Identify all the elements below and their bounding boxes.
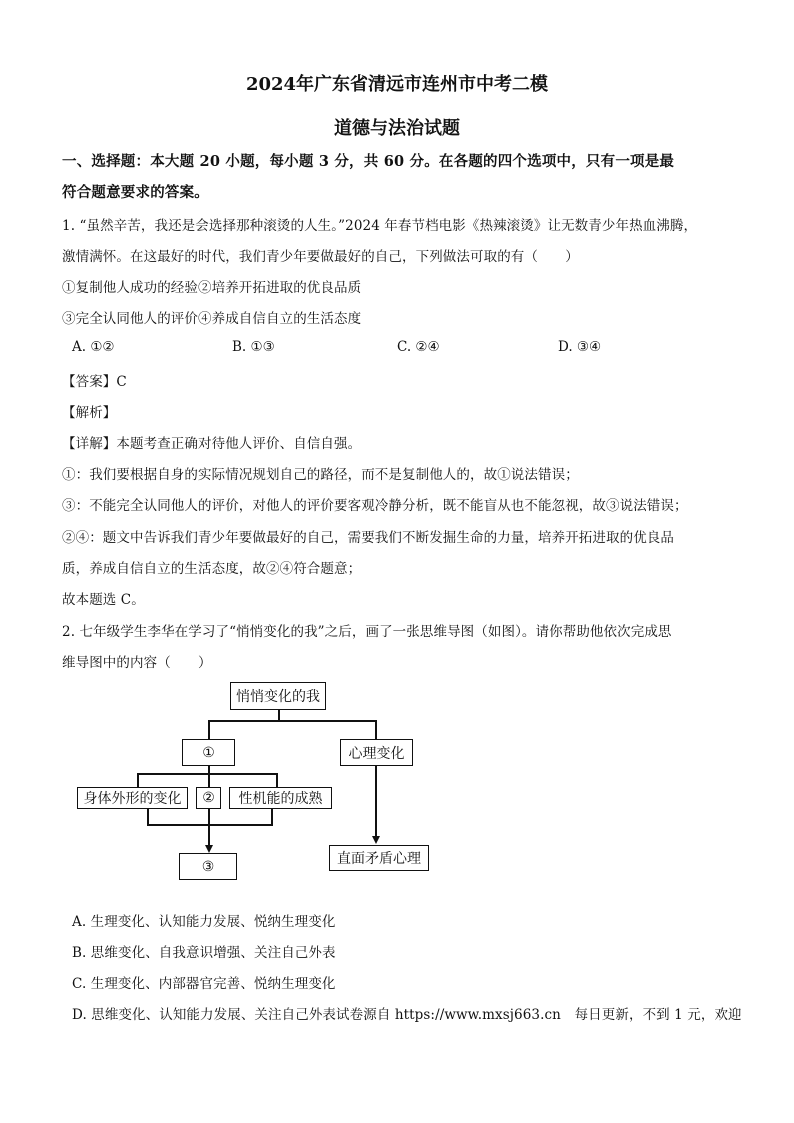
node-1: ① [182, 739, 235, 766]
connector [208, 720, 376, 722]
q1-explanation-2: ③：不能完全认同他人的评价，对他人的评价要客观冷静分析，既不能盲从也不能忽视，故③说法错误； [62, 498, 688, 514]
q1-answer: 【答案】C [62, 374, 127, 390]
node-body-change: 身体外形的变化 [77, 787, 188, 809]
q2-option-a: A. 生理变化、认知能力发展、悦纳生理变化 [72, 914, 336, 930]
connector [375, 766, 377, 836]
connector [137, 773, 277, 775]
connector [278, 710, 280, 721]
q1-explanation-1: ①：我们要根据自身的实际情况规划自己的路径，而不是复制他人的，故①说法错误； [62, 467, 579, 483]
q1-conclusion: 故本题选 C。 [62, 592, 145, 608]
q1-explanation-3-line1: ②④：题文中告诉我们青少年要做最好的自己，需要我们不断发掘生命的力量，培养开拓进取的优良品 [62, 530, 674, 546]
q2-option-d: D. 思维变化、认知能力发展、关注自己外表试卷源自 https://www.mxsj663.cn 每日更新，不到 1 元，欢迎 [72, 1007, 742, 1023]
q1-option-d: D. ③④ [558, 339, 602, 355]
arrow-down-icon [205, 845, 213, 853]
connector [147, 824, 273, 826]
node-root: 悄悄变化的我 [230, 682, 326, 710]
exam-subtitle: 道德与法治试题 [334, 118, 460, 139]
node-3: ③ [179, 853, 237, 880]
q1-item-line1: ①复制他人成功的经验②培养开拓进取的优良品质 [62, 280, 362, 296]
connector [208, 765, 210, 774]
connector [137, 773, 139, 787]
q1-item-line2: ③完全认同他人的评价④养成自信自立的生活态度 [62, 311, 362, 327]
connector [208, 720, 210, 740]
q2-stem-line1: 2. 七年级学生李华在学习了“悄悄变化的我”之后，画了一张思维导图（如图）。请你帮助他依次完成思 [62, 624, 672, 640]
q1-stem-line1: 1. “虽然辛苦，我还是会选择那种滚烫的人生。”2024 年春节档电影《热辣滚烫》让无数青少年热血沸腾， [62, 218, 698, 234]
q1-explanation-3-line2: 质，养成自信自立的生活态度，故②④符合题意； [62, 561, 362, 577]
node-sexual-maturity: 性机能的成熟 [229, 787, 332, 809]
section-heading-line2: 符合题意要求的答案。 [62, 184, 209, 201]
q2-option-b: B. 思维变化、自我意识增强、关注自己外表 [72, 945, 336, 961]
connector [375, 720, 377, 739]
node-psychological-change: 心理变化 [340, 739, 413, 766]
q1-option-c: C. ②④ [397, 339, 440, 355]
q1-option-a: A. ①② [72, 339, 115, 355]
section-heading-line1: 一、选择题：本大题 20 小题，每小题 3 分，共 60 分。在各题的四个选项中，只有一项是最 [62, 153, 675, 170]
node-face-contradiction: 直面矛盾心理 [329, 845, 429, 871]
arrow-down-icon [372, 836, 380, 844]
node-2: ② [196, 787, 221, 809]
connector [208, 773, 210, 787]
exam-title: 2024年广东省清远市连州市中考二模 [245, 74, 549, 95]
q2-option-c: C. 生理变化、内部器官完善、悦纳生理变化 [72, 976, 336, 992]
q1-stem-line2: 激情满怀。在这最好的时代，我们青少年要做最好的自己，下列做法可取的有（ ） [62, 249, 579, 265]
connector [276, 773, 278, 787]
connector [271, 808, 273, 825]
q1-analysis-label: 【解析】 [62, 405, 117, 421]
q1-option-b: B. ①③ [232, 339, 275, 355]
connector [147, 808, 149, 825]
q1-detail: 【详解】本题考查正确对待他人评价、自信自强。 [62, 436, 362, 452]
connector [208, 808, 210, 845]
q2-stem-line2: 维导图中的内容（ ） [62, 655, 212, 671]
